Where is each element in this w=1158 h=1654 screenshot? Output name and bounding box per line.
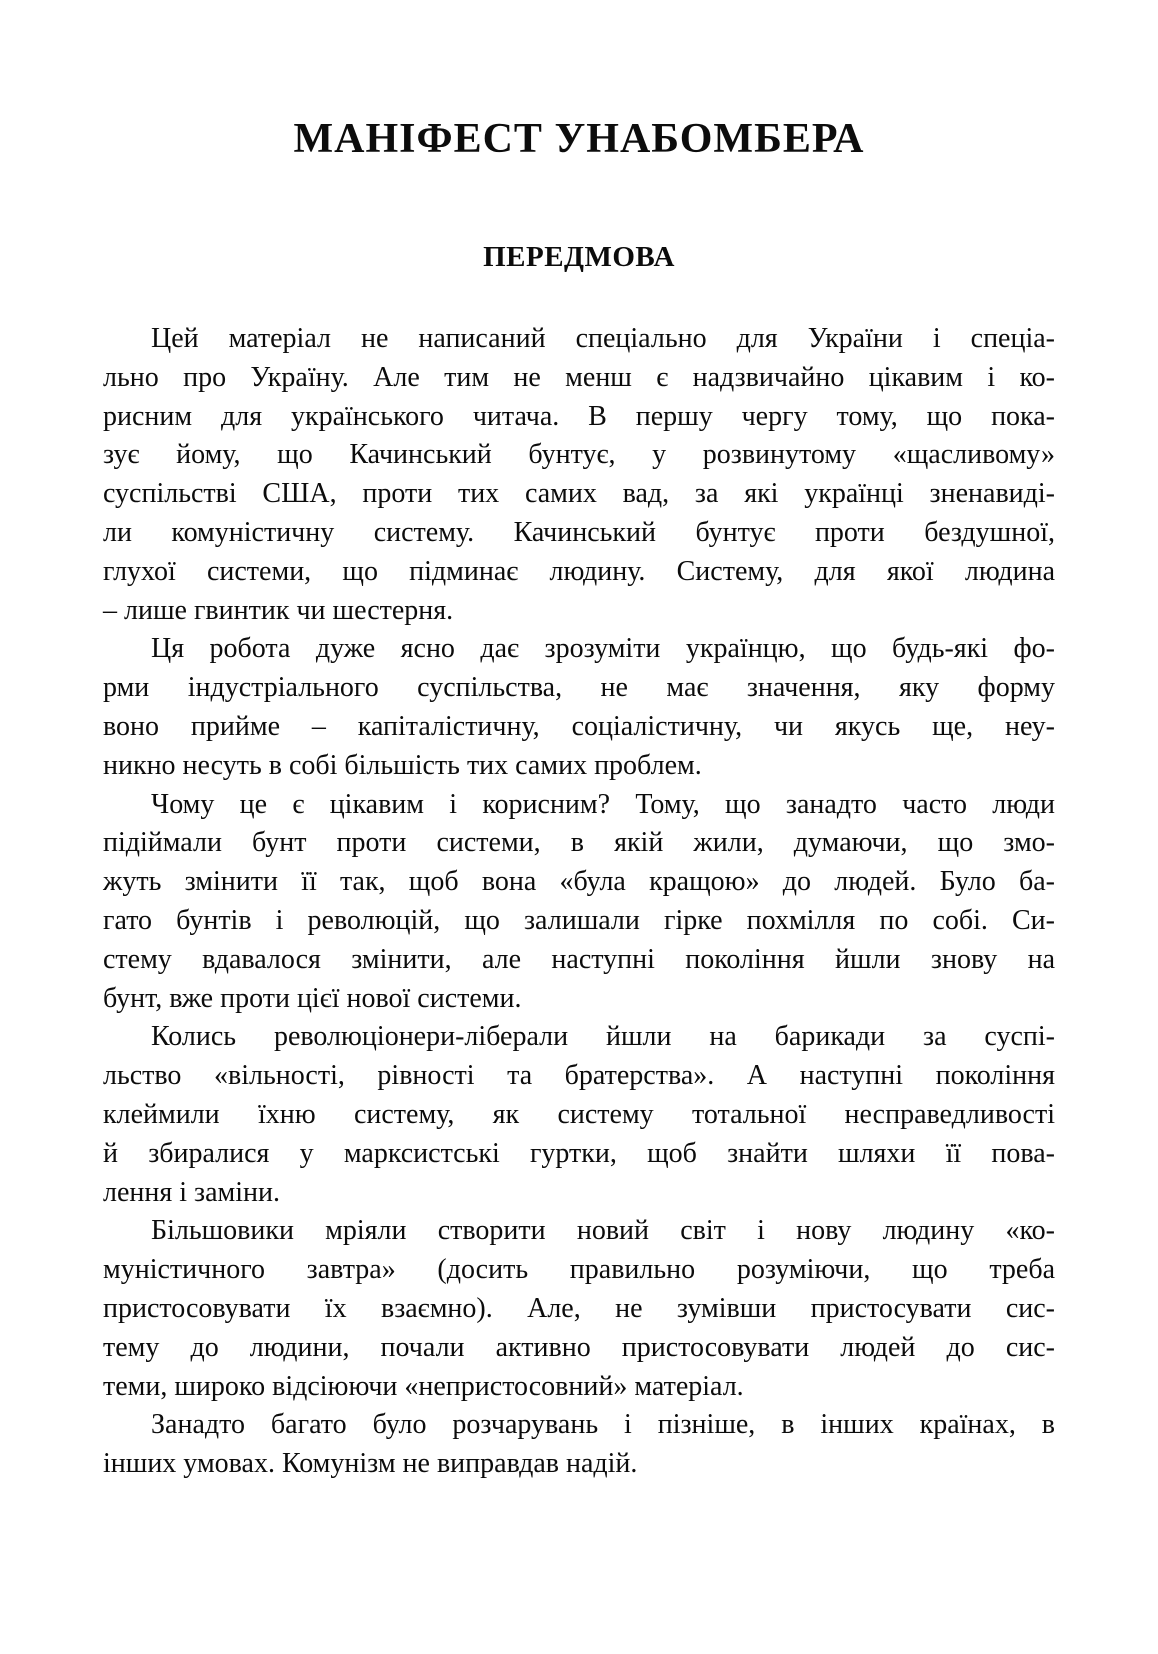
paragraph-container (103, 320, 1055, 1484)
text-line: лення і заміни. (103, 1176, 280, 1208)
text-line: гато бунтів і революцій, що залишали гірке похмілля по собі. Си- (103, 904, 1055, 936)
text-line: муністичного завтра» (досить правильно розуміючи, що треба (103, 1254, 1055, 1286)
page-title: МАНІФЕСТ УНАБОМБЕРА (293, 116, 865, 162)
text-line: зує йому, що Качинський бунтує, у розвинутому «щасливому» (103, 439, 1055, 471)
text-line: жуть змінити її так, щоб вона «була кращою» до людей. Було ба- (103, 866, 1055, 898)
text-line: никно несуть в собі більшість тих самих проблем. (103, 749, 702, 781)
text-line: глухої системи, що підминає людину. Систему, для якої людина (103, 555, 1055, 587)
text-line: ли комуністичну систему. Качинський бунтує проти бездушної, (103, 516, 1055, 548)
text-line: суспільстві США, проти тих самих вад, за які українці зненавиді- (103, 478, 1055, 510)
text-line: льство «вільності, рівності та братерства». А наступні покоління (103, 1060, 1055, 1092)
text-line: Ця робота дуже ясно дає зрозуміти українцю, що будь-які фо- (151, 633, 1055, 665)
text-line: Більшовики мріяли створити новий світ і нову людину «ко- (151, 1215, 1055, 1247)
text-line: Колись революціонери-ліберали йшли на барикади за суспі- (151, 1021, 1055, 1053)
text-line: рми індустріального суспільства, не має значення, яку форму (103, 672, 1055, 704)
text-line: клеймили їхню систему, як систему тотальної несправедливості (103, 1098, 1055, 1130)
text-line: й збиралися у марксистські гуртки, щоб знайти шляхи її пова- (103, 1137, 1055, 1169)
text-line: стему вдавалося змінити, але наступні покоління йшли знову на (103, 943, 1055, 975)
text-line: рисним для українського читача. В першу чергу тому, що пока- (103, 400, 1055, 432)
text-line: льно про Україну. Але тим не менш є надзвичайно цікавим і ко- (103, 361, 1055, 393)
text-line: інших умовах. Комунізм не виправдав надій. (103, 1448, 638, 1480)
text-line: підіймали бунт проти системи, в якій жили, думаючи, що змо- (103, 827, 1055, 859)
text-line: Цей матеріал не написаний спеціально для України і спеціа- (151, 323, 1055, 354)
text-line: бунт, вже проти цієї нової системи. (103, 982, 522, 1014)
text-line: воно прийме – капіталістичну, соціалістичну, чи якусь ще, неу- (103, 710, 1055, 742)
section-title: ПЕРЕДМОВА (483, 241, 675, 273)
text-line: – лише гвинтик чи шестерня. (103, 594, 454, 626)
text-line: теми, широко відсіюючи «непристосовний» матеріал. (103, 1370, 744, 1402)
text-line: Занадто багато було розчарувань і пізніше, в інших країнах, в (151, 1409, 1055, 1441)
text-line: пристосовувати їх взаємно). Але, не зумівши пристосувати сис- (103, 1292, 1055, 1324)
text-line: Чому це є цікавим і корисним? Тому, що занадто часто люди (151, 788, 1055, 820)
text-line: тему до людини, почали активно пристосовувати людей до сис- (103, 1331, 1055, 1363)
